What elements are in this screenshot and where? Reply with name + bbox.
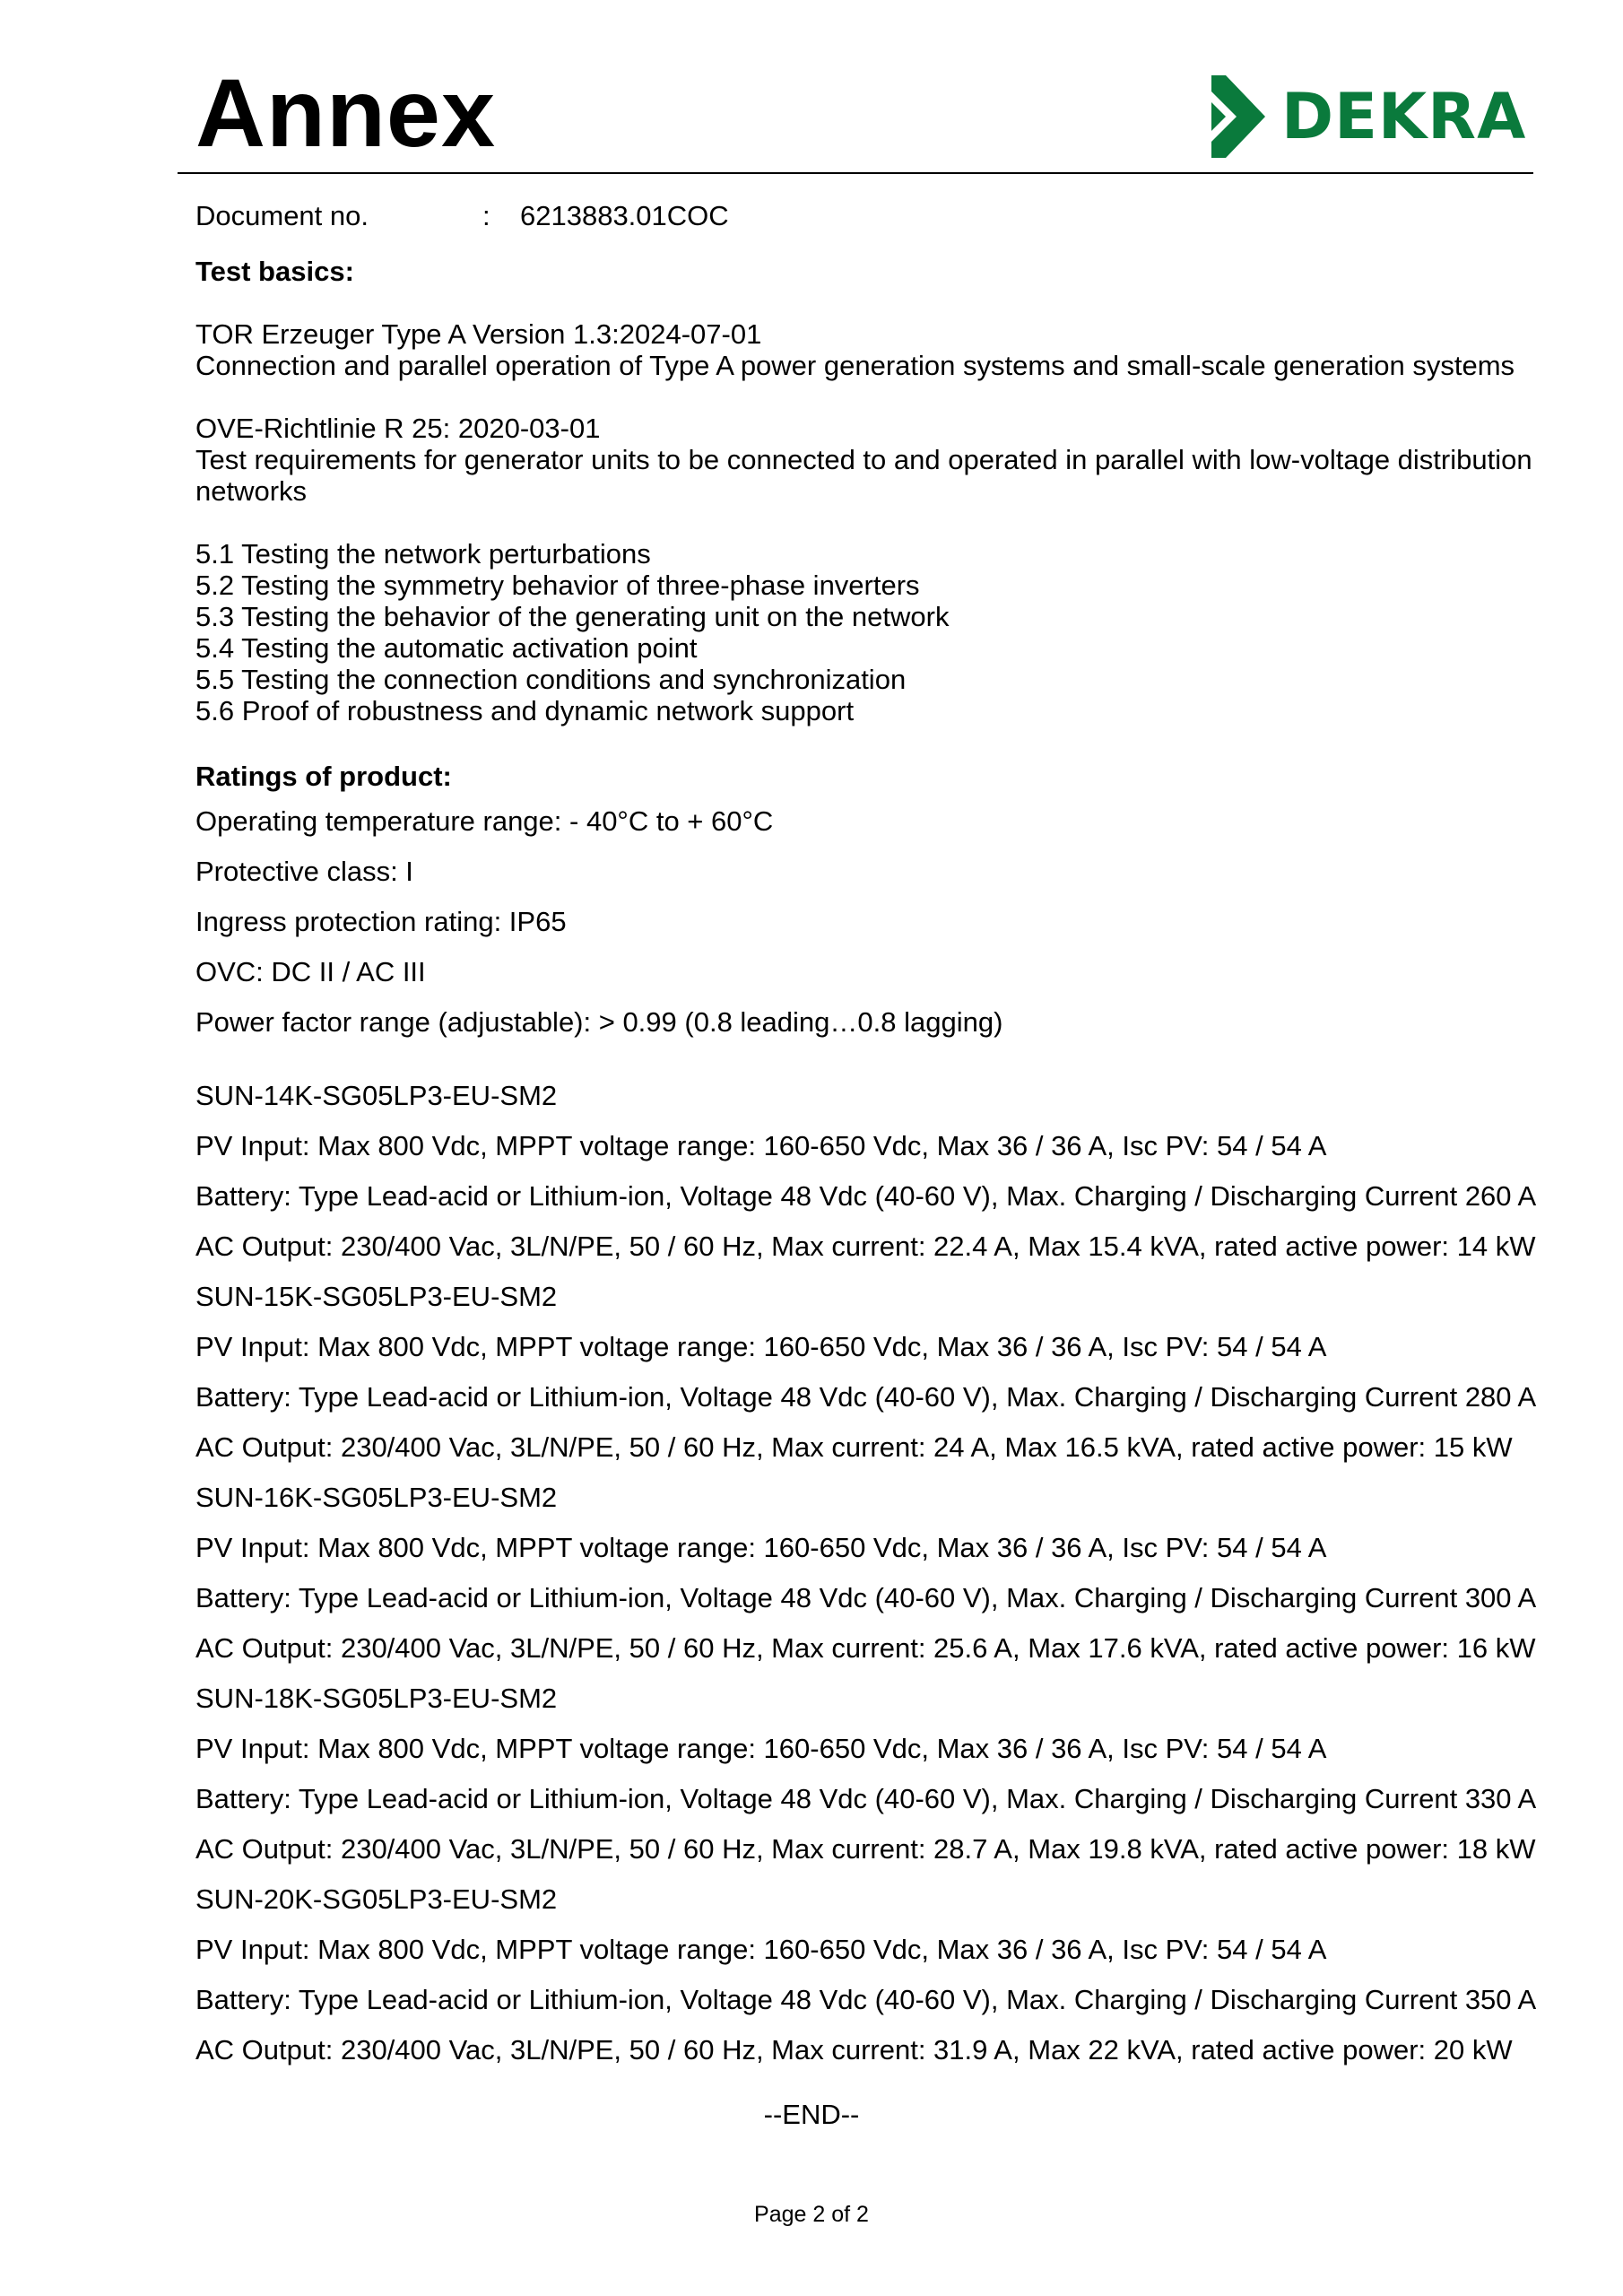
model-name: SUN-20K-SG05LP3-EU-SM2 [195,1883,558,1915]
model-pv-input: PV Input: Max 800 Vdc, MPPT voltage range: 160-650 Vdc, Max 36 / 36 A, Isc PV: 54 / 54 A [195,1933,1327,1965]
page-number: Page 2 of 2 [754,2202,869,2227]
list-item: 5.5 Testing the connection conditions and synchronization [195,664,907,695]
model-name: SUN-18K-SG05LP3-EU-SM2 [195,1682,558,1714]
document-number-value: 6213883.01COC [520,199,729,231]
model-ac-output: AC Output: 230/400 Vac, 3L/N/PE, 50 / 60 Hz, Max current: 24 A, Max 16.5 kVA, rated active power: 15 kW [195,1431,1513,1463]
model-battery: Battery: Type Lead-acid or Lithium-ion, Voltage 48 Vdc (40-60 V), Max. Charging / Discharging Current 280 A [195,1380,1537,1413]
model-pv-input: PV Input: Max 800 Vdc, MPPT voltage range: 160-650 Vdc, Max 36 / 36 A, Isc PV: 54 / 54 A [195,1129,1327,1161]
standard-2-description-cont: networks [195,475,308,507]
dekra-logo [1206,72,1526,161]
test-sections-list [195,538,1541,726]
document-body [195,193,1541,2074]
rating-item: Power factor range (adjustable): > 0.99 (0.8 leading…0.8 lagging) [195,1005,1003,1038]
header-divider [178,172,1533,174]
ratings-heading: Ratings of product: [195,761,452,792]
model-ac-output: AC Output: 230/400 Vac, 3L/N/PE, 50 / 60 Hz, Max current: 22.4 A, Max 15.4 kVA, rated active power: 14 kW [195,1230,1536,1262]
rating-item: Protective class: I [195,855,413,887]
model-pv-input: PV Input: Max 800 Vdc, MPPT voltage range: 160-650 Vdc, Max 36 / 36 A, Isc PV: 54 / 54 A [195,1330,1327,1362]
list-item: 5.1 Testing the network perturbations [195,538,651,570]
document-number-label: Document no. [195,199,369,231]
model-battery: Battery: Type Lead-acid or Lithium-ion, Voltage 48 Vdc (40-60 V), Max. Charging / Discharging Current 350 A [195,1983,1537,2015]
model-name: SUN-16K-SG05LP3-EU-SM2 [195,1481,558,1513]
list-item: 5.6 Proof of robustness and dynamic network support [195,695,855,726]
rating-item: Ingress protection rating: IP65 [195,905,567,937]
model-ac-output: AC Output: 230/400 Vac, 3L/N/PE, 50 / 60 Hz, Max current: 28.7 A, Max 19.8 kVA, rated active power: 18 kW [195,1832,1536,1865]
standard-2-description: Test requirements for generator units to be connected to and operated in parallel with low-voltage distribution [195,444,1532,475]
ratings-list [195,796,1541,1047]
standard-1-title: TOR Erzeuger Type A Version 1.3:2024-07-01 [195,318,762,350]
rating-item: OVC: DC II / AC III [195,955,426,987]
list-item: 5.3 Testing the behavior of the generating unit on the network [195,601,950,632]
model-pv-input: PV Input: Max 800 Vdc, MPPT voltage range: 160-650 Vdc, Max 36 / 36 A, Isc PV: 54 / 54 A [195,1531,1327,1563]
dekra-chevron-icon [1206,75,1269,158]
logo-text: DEKRA [1281,80,1527,153]
model-ac-output: AC Output: 230/400 Vac, 3L/N/PE, 50 / 60 Hz, Max current: 31.9 A, Max 22 kVA, rated active power: 20 kW [195,2033,1513,2066]
document-number-row [195,193,1541,238]
document-number-separator: : [482,199,490,231]
model-battery: Battery: Type Lead-acid or Lithium-ion, Voltage 48 Vdc (40-60 V), Max. Charging / Discharging Current 300 A [195,1581,1537,1613]
model-pv-input: PV Input: Max 800 Vdc, MPPT voltage range: 160-650 Vdc, Max 36 / 36 A, Isc PV: 54 / 54 A [195,1732,1327,1764]
model-name: SUN-14K-SG05LP3-EU-SM2 [195,1079,558,1111]
list-item: 5.2 Testing the symmetry behavior of three-phase inverters [195,570,920,601]
list-item: 5.4 Testing the automatic activation point [195,632,698,664]
model-specs [195,1070,1541,2074]
page-title: Annex [195,58,497,167]
rating-item: Operating temperature range: - 40°C to + 60°C [195,804,774,837]
model-battery: Battery: Type Lead-acid or Lithium-ion, Voltage 48 Vdc (40-60 V), Max. Charging / Discharging Current 260 A [195,1179,1537,1212]
model-name: SUN-15K-SG05LP3-EU-SM2 [195,1280,558,1312]
model-ac-output: AC Output: 230/400 Vac, 3L/N/PE, 50 / 60 Hz, Max current: 25.6 A, Max 17.6 kVA, rated active power: 16 kW [195,1631,1536,1664]
standard-2-title: OVE-Richtlinie R 25: 2020-03-01 [195,413,601,444]
model-battery: Battery: Type Lead-acid or Lithium-ion, Voltage 48 Vdc (40-60 V), Max. Charging / Discharging Current 330 A [195,1782,1537,1814]
end-marker: --END-- [763,2099,860,2130]
standard-1-description: Connection and parallel operation of Type A power generation systems and small-scale generation systems [195,350,1515,381]
test-basics-heading: Test basics: [195,256,354,287]
